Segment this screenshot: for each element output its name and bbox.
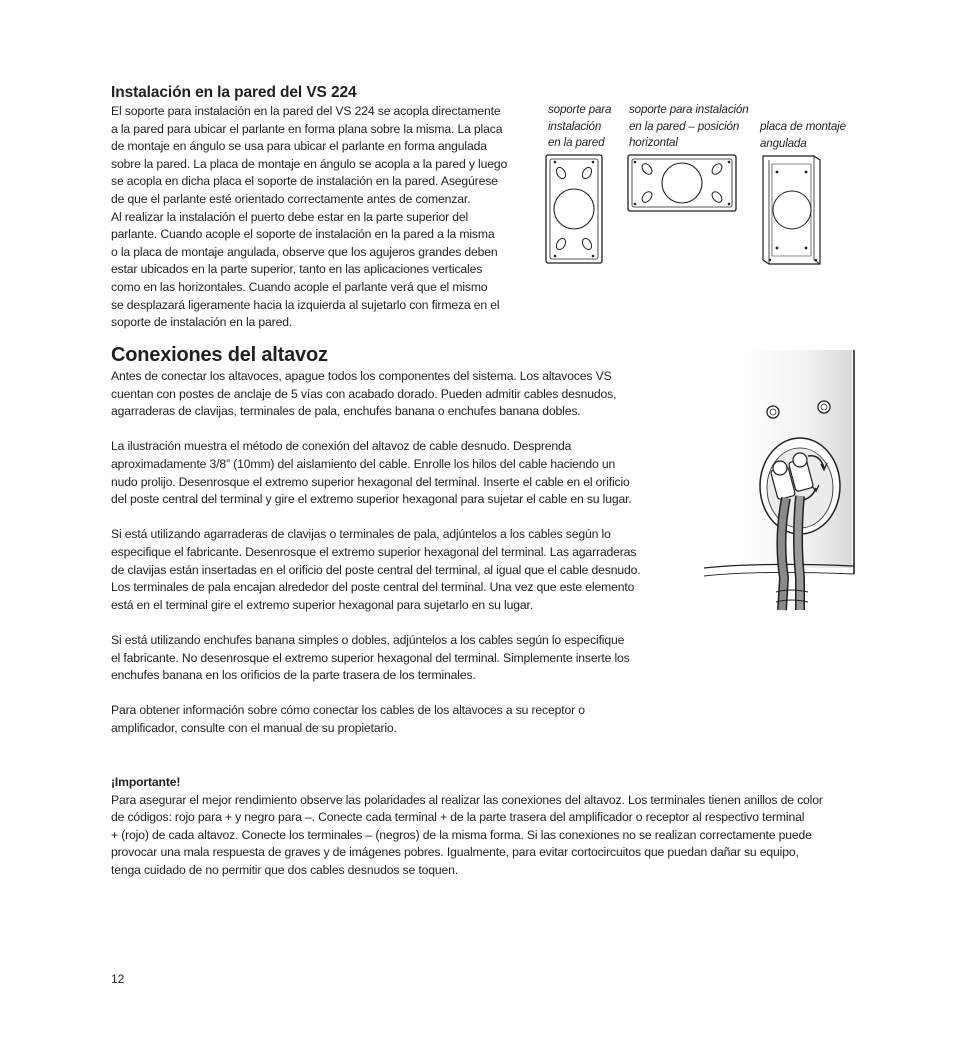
text-line: El soporte para instalación en la pared del VS 224 se acopla directamente bbox=[111, 104, 501, 118]
caption-line: en la pared bbox=[548, 136, 605, 149]
text-line: La ilustración muestra el método de conexión del altavoz de cable desnudo. Desprenda bbox=[111, 439, 572, 454]
text-line: Antes de conectar los altavoces, apague todos los componentes del sistema. Los altavoces VS bbox=[111, 369, 612, 383]
text-line: enchufes banana en los orificios de la parte trasera de los terminales. bbox=[111, 668, 476, 683]
text-line: de que el parlante esté orientado correctamente antes de comenzar. bbox=[111, 191, 471, 206]
caption-line: angulada bbox=[760, 136, 807, 150]
vertical-wall-bracket-illustration bbox=[545, 154, 603, 264]
caption-line: en la pared – posición bbox=[629, 119, 740, 133]
text-line: está en el terminal gire el extremo superior hexagonal para sujetarlo en su lugar. bbox=[111, 597, 533, 612]
text-line: Si está utilizando agarraderas de clavijas o terminales de pala, adjúntelos a los cables según lo bbox=[111, 527, 611, 542]
text-line: provocar una mala respuesta de graves y de imágenes pobres. Igualmente, para evitar cortocircuitos que puedan dañar su equipo, bbox=[111, 845, 799, 860]
text-line: soporte de instalación en la pared. bbox=[111, 315, 293, 330]
text-line: sobre la pared. La placa de montaje en ángulo se acopla a la pared y luego bbox=[111, 156, 508, 171]
text-line: Para obtener información sobre cómo conectar los cables de los altavoces a su receptor o bbox=[111, 703, 585, 718]
caption-line: horizontal bbox=[629, 136, 678, 149]
text-line: Al realizar la instalación el puerto debe estar en la parte superior del bbox=[111, 209, 469, 224]
text-line: agarraderas de clavijas, terminales de pala, enchufes banana o enchufes banana dobles. bbox=[111, 404, 581, 419]
text-line: aproximadamente 3/8” (10mm) del aislamiento del cable. Enrolle los hilos del cable haciendo un bbox=[111, 456, 616, 471]
caption-line: soporte para bbox=[548, 103, 612, 116]
text-line: nudo prolijo. Desenrosque el extremo superior hexagonal del terminal. Inserte el cable en el orificio bbox=[111, 474, 630, 489]
paragraph bbox=[111, 438, 691, 508]
text-line: como en las horizontales. Cuando acople el parlante verá que el mismo bbox=[111, 279, 488, 294]
paragraph bbox=[111, 632, 691, 685]
paragraph bbox=[111, 368, 691, 421]
section-heading-connections: Conexiones del altavoz bbox=[111, 344, 328, 366]
text-line: se desplazará ligeramente hacia la izquierda al sujetarlo con firmeza en el bbox=[111, 297, 500, 312]
text-line: se acopla en dicha placa el soporte de instalación en la pared. Asegúrese bbox=[111, 174, 498, 189]
text-line: estar ubicados en la parte superior, tanto en las aplicaciones verticales bbox=[111, 262, 483, 277]
caption-angled-plate bbox=[760, 119, 846, 152]
text-line: Si está utilizando enchufes banana simples o dobles, adjúntelos a los cables según lo especifique bbox=[111, 632, 625, 647]
text-line: + (rojo) de cada altavoz. Conecte los terminales – (negros) de la misma forma. Si las conexiones no se realizan correctamente puede bbox=[111, 827, 812, 842]
important-title: ¡Importante! bbox=[111, 775, 181, 789]
text-line: Los terminales de pala encajan alrededor del poste central del terminal. Una vez que este elemento bbox=[111, 580, 635, 595]
text-line: amplificador, consulte con el manual de su propietario. bbox=[111, 720, 397, 735]
text-line: cuentan con postes de anclaje de 5 vías con acabado dorado. Pueden admitir cables desnudos, bbox=[111, 386, 617, 401]
text-line: o la placa de montaje angulada, observe que los agujeros grandes deben bbox=[111, 244, 498, 259]
paragraph bbox=[111, 526, 691, 614]
caption-vertical-bracket bbox=[548, 102, 611, 152]
wall-mount-body bbox=[111, 103, 541, 332]
important-notice bbox=[111, 774, 871, 880]
section-heading-wall-mount: Instalación en la pared del VS 224 bbox=[111, 84, 357, 101]
text-line: especifique el fabricante. Desenrosque el extremo superior hexagonal del terminal. Las agarraderas bbox=[111, 544, 637, 559]
caption-line: soporte para instalación bbox=[629, 103, 749, 116]
text-line: Para asegurar el mejor rendimiento observe las polaridades al realizar las conexiones del altavoz. Los terminales tienen anillos de color bbox=[111, 792, 823, 807]
horizontal-wall-bracket-illustration bbox=[627, 154, 737, 212]
page-number: 12 bbox=[111, 972, 125, 986]
caption-line: placa de montaje bbox=[760, 120, 846, 133]
paragraph bbox=[111, 702, 691, 737]
text-line: del poste central del terminal y gire el extremo superior hexagonal para sujetar el cable en su lugar. bbox=[111, 492, 632, 507]
text-line: tenga cuidado de no permitir que dos cables desnudos se toquen. bbox=[111, 862, 458, 877]
text-line: de códigos: rojo para + y negro para –. Conecte cada terminal + de la parte trasera del amplificador o receptor al respectivo terminal bbox=[111, 810, 805, 825]
text-line: de clavijas están insertadas en el orificio del poste central del terminal, al igual que el cable desnudo. bbox=[111, 562, 641, 577]
caption-line: instalación bbox=[548, 119, 602, 133]
text-line: a la pared para ubicar el parlante en forma plana sobre la misma. La placa bbox=[111, 121, 503, 136]
text-line: parlante. Cuando acople el soporte de instalación en la pared a la misma bbox=[111, 227, 495, 242]
caption-horizontal-bracket bbox=[629, 102, 749, 152]
text-line: de montaje en ángulo se usa para ubicar el parlante en forma angulada bbox=[111, 139, 487, 154]
connections-body bbox=[111, 368, 691, 737]
terminal-connection-illustration bbox=[700, 348, 860, 616]
text-line: el fabricante. No desenrosque el extremo superior hexagonal del terminal. Simplemente inserte los bbox=[111, 650, 630, 665]
angled-mounting-plate-illustration bbox=[760, 152, 824, 268]
